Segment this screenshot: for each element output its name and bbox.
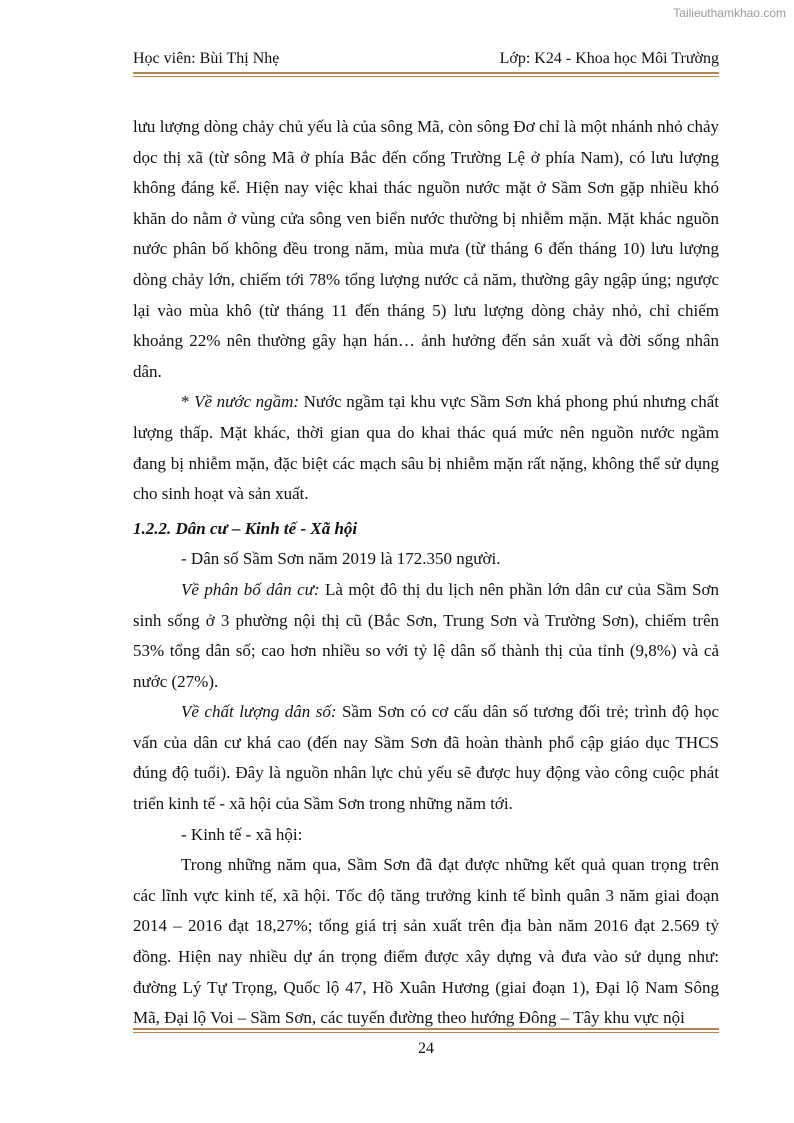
paragraph-surface-water: lưu lượng dòng chảy chủ yếu là của sông Mã, còn sông Đơ chỉ là một nhánh nhỏ chảy dọc thị xã (từ sông Mã ở phía Bắc đến cống Trường Lệ ở phía Nam), có lưu lượng không đáng kể. Hiện nay việc khai thác nguồn nước mặt ở Sầm Sơn gặp nhiều khó khăn do nằm ở vùng cửa sông ven biển nước thường bị nhiễm mặn. Mặt khác nguồn nước phân bố không đều trong năm, mùa mưa (từ tháng 6 đến tháng 10) lưu lượng dòng chảy lớn, chiếm tới 78% tổng lượng nước cả năm, thường gây ngập úng; ngược lại vào mùa khô (từ tháng 11 đến tháng 5) lưu lượng dòng chảy nhỏ, chỉ chiếm khoảng 22% nên thường gây hạn hán… ảnh hưởng đến sản xuất và đời sống nhân dân. — [133, 117, 719, 381]
header-class-name: Lớp: K24 - Khoa học Môi Trường — [499, 50, 719, 67]
page-header — [133, 48, 719, 74]
watermark-text: Tailieuthamkhao.com — [673, 6, 786, 20]
footer-divider-thin — [133, 1032, 719, 1033]
header-student-name: Học viên: Bùi Thị Nhẹ — [133, 50, 280, 67]
paragraph-groundwater — [133, 387, 719, 509]
paragraph-economy: Trong những năm qua, Sầm Sơn đã đạt được những kết quả quan trọng trên các lĩnh vực kinh tế, xã hội. Tốc độ tăng trưởng kinh tế bình quân 3 năm giai đoạn 2014 – 2016 đạt 18,27%; tổng giá trị sản xuất trên địa bàn năm 2016 đạt 2.569 tỷ đồng. Hiện nay nhiều dự án trọng điểm được xây dựng và đưa vào sử dụng như: đường Lý Tự Trọng, Quốc lộ 47, Hồ Xuân Hương (giai đoạn 1), Đại lộ Nam Sông Mã, Đại lộ Voi – Sầm Sơn, các tuyến đường theo hướng Đông – Tây khu vực nội — [133, 855, 719, 1028]
quality-label: Về chất lượng dân số: — [181, 702, 337, 722]
page-number: 24 — [418, 1040, 434, 1057]
paragraph-economy-heading: - Kinh tế - xã hội: — [181, 824, 303, 844]
document-body — [133, 112, 719, 1034]
quality-text: Sầm Sơn có cơ cấu dân số tương đối trẻ; trình độ học vấn của dân cư khá cao (đến nay Sầm Sơn đã hoàn thành phổ cập giáo dục THCS đúng độ tuổi). Đây là nguồn nhân lực chủ yếu sẽ được huy động vào công cuộc phát triển kinh tế - xã hội của Sầm Sơn trong những năm tới. — [133, 702, 719, 814]
distribution-text: Là một đô thị du lịch nên phần lớn dân cư của Sầm Sơn sinh sống ở 3 phường nội thị cũ (Bắc Sơn, Trung Sơn và Trường Sơn), chiếm trên 53% tổng dân số; cao hơn nhiều so với tỷ lệ dân số thành thị của tỉnh (9,8%) và cả nước (27%). — [133, 579, 719, 691]
paragraph-population-quality — [133, 697, 719, 819]
distribution-label: Về phân bố dân cư: — [181, 579, 320, 599]
paragraph-population-distribution — [133, 575, 719, 697]
header-divider — [133, 76, 719, 77]
paragraph-population: - Dân số Sầm Sơn năm 2019 là 172.350 người. — [181, 549, 501, 569]
bullet-prefix: * — [181, 392, 195, 412]
groundwater-text: Nước ngầm tại khu vực Sầm Sơn khá phong phú nhưng chất lượng thấp. Mặt khác, thời gian qua do khai thác quá mức nên nguồn nước ngầm đang bị nhiễm mặn, đặc biệt các mạch sâu bị nhiễm mặn rất nặng, không thể sử dụng cho sinh hoạt và sản xuất. — [133, 392, 719, 504]
groundwater-label: Về nước ngầm: — [194, 392, 300, 412]
footer-divider — [133, 1028, 719, 1030]
section-heading: 1.2.2. Dân cư – Kinh tế - Xã hội — [133, 518, 358, 538]
